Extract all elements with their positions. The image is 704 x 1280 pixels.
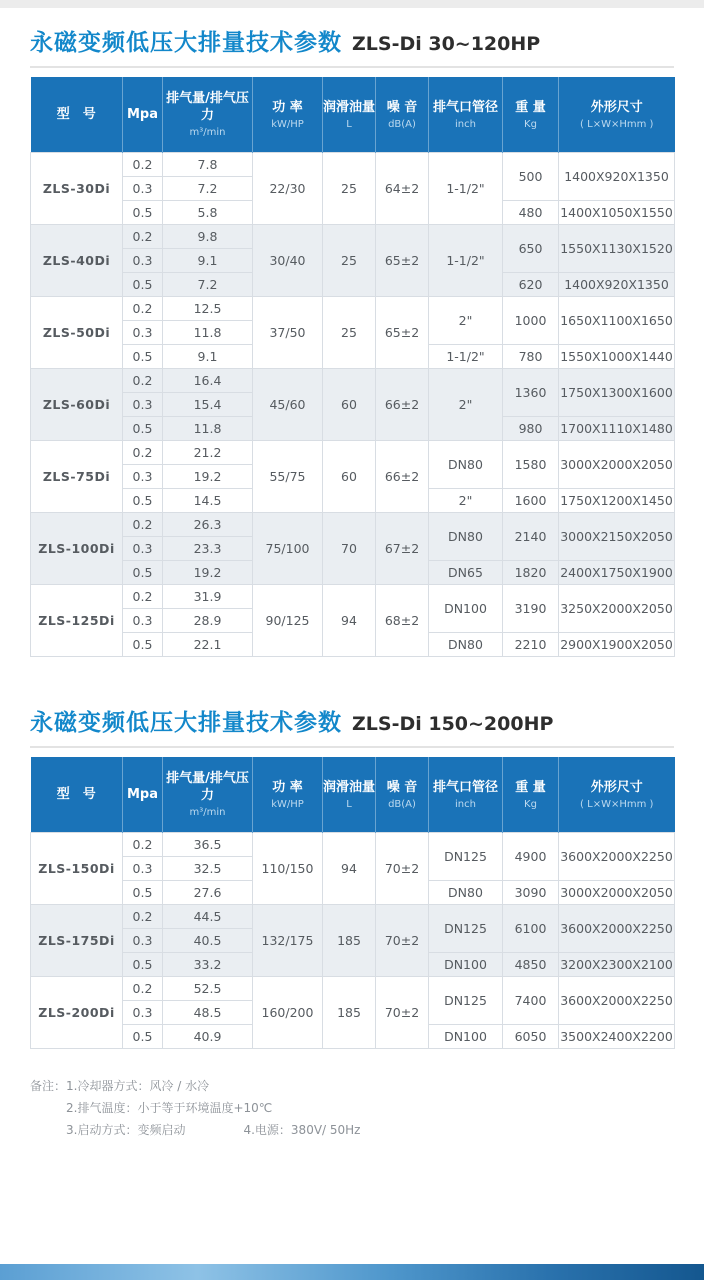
cell-weight: 1000	[503, 297, 559, 345]
cell-pipe: 1-1/2"	[429, 345, 503, 369]
cell-oil: 185	[323, 977, 376, 1049]
cell-mpa: 0.5	[123, 881, 163, 905]
cell-oil: 185	[323, 905, 376, 977]
cell-flow: 40.9	[163, 1025, 253, 1049]
cell-mpa: 0.2	[123, 905, 163, 929]
spec-table-30-120hp	[30, 77, 675, 657]
cell-flow: 52.5	[163, 977, 253, 1001]
cell-mpa: 0.2	[123, 585, 163, 609]
cell-mpa: 0.3	[123, 177, 163, 201]
cell-pipe: DN100	[429, 1025, 503, 1049]
cell-dims: 3000X2150X2050	[559, 513, 675, 561]
cell-noise: 70±2	[376, 833, 429, 905]
table-row	[31, 585, 675, 609]
cell-flow: 27.6	[163, 881, 253, 905]
cell-mpa: 0.2	[123, 833, 163, 857]
cell-pipe: DN80	[429, 441, 503, 489]
cell-dims: 2400X1750X1900	[559, 561, 675, 585]
cell-mpa: 0.3	[123, 249, 163, 273]
cell-oil: 94	[323, 833, 376, 905]
cell-pipe: DN100	[429, 585, 503, 633]
cell-pipe: 2"	[429, 369, 503, 441]
cell-pipe: DN80	[429, 881, 503, 905]
cell-model: ZLS-125Di	[31, 585, 123, 657]
footnote-3-4: 3.启动方式：变频启动 4.电源：380V/ 50Hz	[66, 1123, 361, 1137]
table-row	[31, 513, 675, 537]
cell-flow: 44.5	[163, 905, 253, 929]
cell-mpa: 0.3	[123, 929, 163, 953]
cell-flow: 7.2	[163, 177, 253, 201]
cell-pipe: DN125	[429, 833, 503, 881]
cell-dims: 3500X2400X2200	[559, 1025, 675, 1049]
cell-oil: 25	[323, 153, 376, 225]
cell-flow: 9.8	[163, 225, 253, 249]
cell-weight: 1580	[503, 441, 559, 489]
cell-noise: 70±2	[376, 905, 429, 977]
section-title-1	[30, 24, 674, 68]
cell-power: 22/30	[253, 153, 323, 225]
cell-dims: 3000X2000X2050	[559, 881, 675, 905]
cell-pipe: 2"	[429, 489, 503, 513]
cell-flow: 9.1	[163, 249, 253, 273]
cell-dims: 2900X1900X2050	[559, 633, 675, 657]
table-row	[31, 833, 675, 857]
section-title-2-range: ZLS-Di 150~200HP	[352, 713, 554, 735]
cell-power: 110/150	[253, 833, 323, 905]
cell-noise: 70±2	[376, 977, 429, 1049]
column-header-5: 噪 音 dB(A)	[376, 77, 429, 153]
cell-flow: 28.9	[163, 609, 253, 633]
cell-noise: 65±2	[376, 225, 429, 297]
cell-weight: 650	[503, 225, 559, 273]
cell-power: 160/200	[253, 977, 323, 1049]
cell-dims: 1700X1110X1480	[559, 417, 675, 441]
footer-bar	[0, 1264, 704, 1280]
cell-flow: 16.4	[163, 369, 253, 393]
section-title-1-cn: 永磁变频低压大排量技术参数	[30, 30, 342, 56]
cell-weight: 980	[503, 417, 559, 441]
cell-flow: 40.5	[163, 929, 253, 953]
cell-flow: 26.3	[163, 513, 253, 537]
cell-flow: 31.9	[163, 585, 253, 609]
cell-dims: 3600X2000X2250	[559, 977, 675, 1025]
cell-weight: 6050	[503, 1025, 559, 1049]
column-header-7: 重 量 Kg	[503, 757, 559, 833]
cell-noise: 67±2	[376, 513, 429, 585]
cell-flow: 14.5	[163, 489, 253, 513]
column-header-1: Mpa	[123, 757, 163, 833]
cell-noise: 68±2	[376, 585, 429, 657]
cell-pipe: 2"	[429, 297, 503, 345]
cell-mpa: 0.3	[123, 393, 163, 417]
cell-weight: 3190	[503, 585, 559, 633]
cell-oil: 60	[323, 369, 376, 441]
cell-model: ZLS-50Di	[31, 297, 123, 369]
cell-mpa: 0.2	[123, 225, 163, 249]
section-title-2-cn: 永磁变频低压大排量技术参数	[30, 710, 342, 736]
cell-flow: 12.5	[163, 297, 253, 321]
cell-dims: 1400X920X1350	[559, 153, 675, 201]
cell-dims: 1400X920X1350	[559, 273, 675, 297]
cell-oil: 94	[323, 585, 376, 657]
column-header-6: 排气口管径 inch	[429, 757, 503, 833]
cell-dims: 3600X2000X2250	[559, 905, 675, 953]
cell-mpa: 0.2	[123, 369, 163, 393]
cell-dims: 1750X1300X1600	[559, 369, 675, 417]
column-header-3: 功 率 kW/HP	[253, 757, 323, 833]
table-row	[31, 905, 675, 929]
cell-mpa: 0.3	[123, 321, 163, 345]
cell-weight: 7400	[503, 977, 559, 1025]
cell-model: ZLS-175Di	[31, 905, 123, 977]
cell-power: 30/40	[253, 225, 323, 297]
cell-pipe: DN80	[429, 633, 503, 657]
cell-oil: 70	[323, 513, 376, 585]
cell-noise: 66±2	[376, 369, 429, 441]
cell-weight: 6100	[503, 905, 559, 953]
footnotes	[30, 1075, 674, 1141]
cell-mpa: 0.3	[123, 1001, 163, 1025]
cell-mpa: 0.2	[123, 297, 163, 321]
cell-flow: 19.2	[163, 561, 253, 585]
cell-flow: 32.5	[163, 857, 253, 881]
table-row	[31, 441, 675, 465]
cell-mpa: 0.5	[123, 489, 163, 513]
cell-power: 75/100	[253, 513, 323, 585]
cell-weight: 480	[503, 201, 559, 225]
spec-table-150-200hp	[30, 757, 675, 1049]
cell-dims: 3250X2000X2050	[559, 585, 675, 633]
cell-model: ZLS-100Di	[31, 513, 123, 585]
cell-dims: 1400X1050X1550	[559, 201, 675, 225]
cell-model: ZLS-30Di	[31, 153, 123, 225]
column-header-3: 功 率 kW/HP	[253, 77, 323, 153]
cell-mpa: 0.3	[123, 857, 163, 881]
cell-mpa: 0.2	[123, 513, 163, 537]
cell-pipe: DN65	[429, 561, 503, 585]
column-header-4: 润滑油量 L	[323, 77, 376, 153]
cell-weight: 2210	[503, 633, 559, 657]
cell-dims: 1650X1100X1650	[559, 297, 675, 345]
table-row	[31, 153, 675, 177]
section-title-1-range: ZLS-Di 30~120HP	[352, 33, 541, 55]
cell-power: 45/60	[253, 369, 323, 441]
cell-flow: 19.2	[163, 465, 253, 489]
cell-dims: 3200X2300X2100	[559, 953, 675, 977]
cell-mpa: 0.3	[123, 609, 163, 633]
cell-pipe: DN125	[429, 905, 503, 953]
cell-mpa: 0.2	[123, 977, 163, 1001]
page-top-edge	[0, 0, 704, 8]
cell-weight: 500	[503, 153, 559, 201]
column-header-4: 润滑油量 L	[323, 757, 376, 833]
cell-mpa: 0.5	[123, 633, 163, 657]
cell-pipe: 1-1/2"	[429, 153, 503, 225]
cell-power: 132/175	[253, 905, 323, 977]
cell-oil: 25	[323, 225, 376, 297]
cell-oil: 25	[323, 297, 376, 369]
cell-mpa: 0.3	[123, 537, 163, 561]
page-content	[0, 24, 704, 1141]
cell-weight: 4850	[503, 953, 559, 977]
cell-mpa: 0.5	[123, 1025, 163, 1049]
cell-weight: 1360	[503, 369, 559, 417]
cell-mpa: 0.5	[123, 417, 163, 441]
footnotes-body	[66, 1075, 360, 1141]
column-header-5: 噪 音 dB(A)	[376, 757, 429, 833]
cell-mpa: 0.5	[123, 345, 163, 369]
cell-oil: 60	[323, 441, 376, 513]
cell-power: 90/125	[253, 585, 323, 657]
cell-flow: 48.5	[163, 1001, 253, 1025]
footnote-2: 2.排气温度：小于等于环境温度+10℃	[66, 1101, 273, 1115]
cell-flow: 5.8	[163, 201, 253, 225]
cell-weight: 620	[503, 273, 559, 297]
cell-mpa: 0.5	[123, 201, 163, 225]
cell-pipe: DN125	[429, 977, 503, 1025]
cell-weight: 780	[503, 345, 559, 369]
cell-flow: 22.1	[163, 633, 253, 657]
cell-flow: 21.2	[163, 441, 253, 465]
column-header-8: 外形尺寸 ( L×W×Hmm )	[559, 757, 675, 833]
column-header-7: 重 量 Kg	[503, 77, 559, 153]
cell-mpa: 0.5	[123, 561, 163, 585]
cell-noise: 64±2	[376, 153, 429, 225]
cell-mpa: 0.5	[123, 273, 163, 297]
column-header-1: Mpa	[123, 77, 163, 153]
cell-mpa: 0.5	[123, 953, 163, 977]
cell-flow: 33.2	[163, 953, 253, 977]
column-header-6: 排气口管径 inch	[429, 77, 503, 153]
cell-pipe: DN80	[429, 513, 503, 561]
cell-flow: 11.8	[163, 321, 253, 345]
cell-weight: 2140	[503, 513, 559, 561]
cell-flow: 23.3	[163, 537, 253, 561]
column-header-8: 外形尺寸 ( L×W×Hmm )	[559, 77, 675, 153]
cell-flow: 7.2	[163, 273, 253, 297]
cell-dims: 1750X1200X1450	[559, 489, 675, 513]
cell-mpa: 0.2	[123, 153, 163, 177]
cell-flow: 9.1	[163, 345, 253, 369]
cell-power: 37/50	[253, 297, 323, 369]
cell-model: ZLS-40Di	[31, 225, 123, 297]
cell-pipe: DN100	[429, 953, 503, 977]
cell-dims: 1550X1130X1520	[559, 225, 675, 273]
cell-noise: 66±2	[376, 441, 429, 513]
cell-power: 55/75	[253, 441, 323, 513]
cell-weight: 4900	[503, 833, 559, 881]
cell-weight: 3090	[503, 881, 559, 905]
cell-model: ZLS-75Di	[31, 441, 123, 513]
cell-noise: 65±2	[376, 297, 429, 369]
column-header-2: 排气量/排气压力 m³/min	[163, 757, 253, 833]
cell-mpa: 0.3	[123, 465, 163, 489]
footnote-1: 1.冷却器方式：风冷 / 水冷	[66, 1079, 210, 1093]
column-header-2: 排气量/排气压力 m³/min	[163, 77, 253, 153]
column-header-0: 型 号	[31, 757, 123, 833]
table-row	[31, 369, 675, 393]
table-row	[31, 297, 675, 321]
cell-pipe: 1-1/2"	[429, 225, 503, 297]
section-title-2	[30, 704, 674, 748]
cell-flow: 7.8	[163, 153, 253, 177]
cell-flow: 11.8	[163, 417, 253, 441]
cell-model: ZLS-60Di	[31, 369, 123, 441]
cell-model: ZLS-150Di	[31, 833, 123, 905]
cell-dims: 1550X1000X1440	[559, 345, 675, 369]
cell-flow: 15.4	[163, 393, 253, 417]
cell-model: ZLS-200Di	[31, 977, 123, 1049]
column-header-0: 型 号	[31, 77, 123, 153]
cell-dims: 3000X2000X2050	[559, 441, 675, 489]
cell-weight: 1600	[503, 489, 559, 513]
cell-mpa: 0.2	[123, 441, 163, 465]
table-row	[31, 225, 675, 249]
cell-dims: 3600X2000X2250	[559, 833, 675, 881]
cell-weight: 1820	[503, 561, 559, 585]
table-row	[31, 977, 675, 1001]
cell-flow: 36.5	[163, 833, 253, 857]
footnotes-prefix: 备注：	[30, 1079, 67, 1093]
